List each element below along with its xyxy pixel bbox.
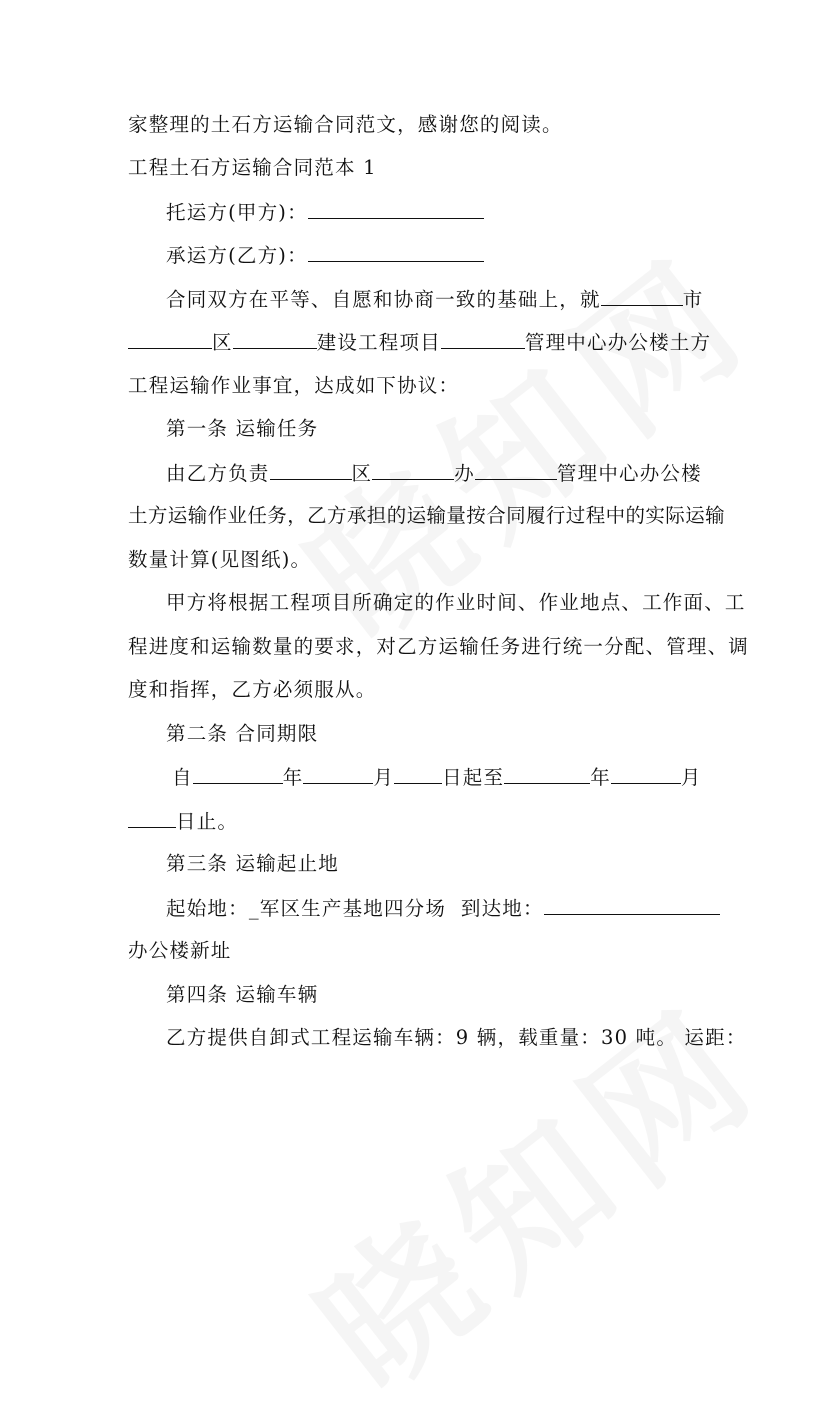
- start-label: 起始地：: [166, 897, 249, 920]
- article4-heading: 第四条 运输车辆: [166, 983, 319, 1006]
- preamble-line-2: [128, 330, 711, 355]
- intro-tail: 家整理的土石方运输合同范文，感谢您的阅读。: [128, 113, 563, 136]
- party-b-label: 承运方(乙方)：: [166, 244, 308, 267]
- watermark-bottom: [267, 948, 797, 1428]
- preamble-line-1: [166, 287, 703, 312]
- year-to-blank: [504, 765, 590, 784]
- day-to-blank: [128, 809, 176, 828]
- article1-start: 由乙方负责: [166, 462, 270, 485]
- a1-office: 办: [454, 462, 475, 485]
- article1-line-2: 土方运输作业任务，乙方承担的运输量按合同履行过程中的实际运输: [128, 504, 726, 527]
- day-end-label: 日止。: [176, 810, 239, 833]
- mgmt-blank: [441, 330, 525, 349]
- article1-p2-line-3: 度和指挥，乙方必须服从。: [128, 678, 377, 701]
- a1-blank-3: [475, 461, 557, 480]
- month-to-label: 月: [680, 766, 702, 789]
- a1-blank-1: [270, 461, 352, 480]
- contract-title: 工程土石方运输合同范本 1: [128, 156, 377, 179]
- a1-blank-2: [372, 461, 454, 480]
- article3-line-1: [166, 896, 720, 921]
- year-to-label: 年: [590, 766, 611, 789]
- article1-line-1: [166, 461, 702, 486]
- article1-heading: 第一条 运输任务: [166, 417, 319, 440]
- party-a-blank: [308, 200, 484, 219]
- month-to-blank: [611, 765, 681, 784]
- project-label: 建设工程项目: [316, 331, 441, 354]
- party-b-blank: [308, 243, 484, 262]
- article2-line-2: [128, 809, 238, 834]
- start-value: _军区生产基地四分场: [248, 897, 447, 920]
- article4-line-1: 乙方提供自卸式工程运输车辆：9 辆，载重量：30 吨。 运距：: [166, 1026, 747, 1049]
- district-blank: [128, 330, 212, 349]
- end-blank: [544, 896, 720, 915]
- article1-line-3: 数量计算(见图纸)。: [128, 548, 312, 571]
- article1-p2-line-1: 甲方将根据工程项目所确定的作业时间、作业地点、工作面、工: [166, 591, 746, 614]
- month-label: 月: [373, 766, 395, 789]
- end-value: 办公楼新址: [128, 939, 232, 962]
- a1-mgmt: 管理中心办公楼: [556, 462, 702, 485]
- city-label: 市: [682, 288, 704, 311]
- year-from-blank: [193, 765, 283, 784]
- article2-line-1: [172, 765, 702, 790]
- month-from-blank: [303, 765, 373, 784]
- party-b-line: [166, 243, 484, 268]
- a1-district: 区: [351, 462, 373, 485]
- day-from-blank: [394, 765, 442, 784]
- article3-heading: 第三条 运输起止地: [166, 852, 339, 875]
- from-label: 自: [172, 766, 193, 789]
- article2-heading: 第二条 合同期限: [166, 722, 319, 745]
- year-label: 年: [282, 766, 304, 789]
- district-label: 区: [212, 331, 233, 354]
- preamble-line-3: 工程运输作业事宜，达成如下协议：: [128, 374, 460, 397]
- day-from-label: 日起至: [442, 766, 505, 789]
- party-a-line: [166, 200, 484, 225]
- mgmt-label: 管理中心办公楼土方: [524, 331, 712, 354]
- party-a-label: 托运方(甲方)：: [166, 201, 308, 224]
- city-blank: [601, 287, 683, 306]
- project-blank: [233, 330, 317, 349]
- end-label: 到达地：: [460, 897, 544, 920]
- preamble-text: 合同双方在平等、自愿和协商一致的基础上，就: [166, 288, 601, 311]
- article1-p2-line-2: 程进度和运输数量的要求，对乙方运输任务进行统一分配、管理、调: [128, 635, 750, 658]
